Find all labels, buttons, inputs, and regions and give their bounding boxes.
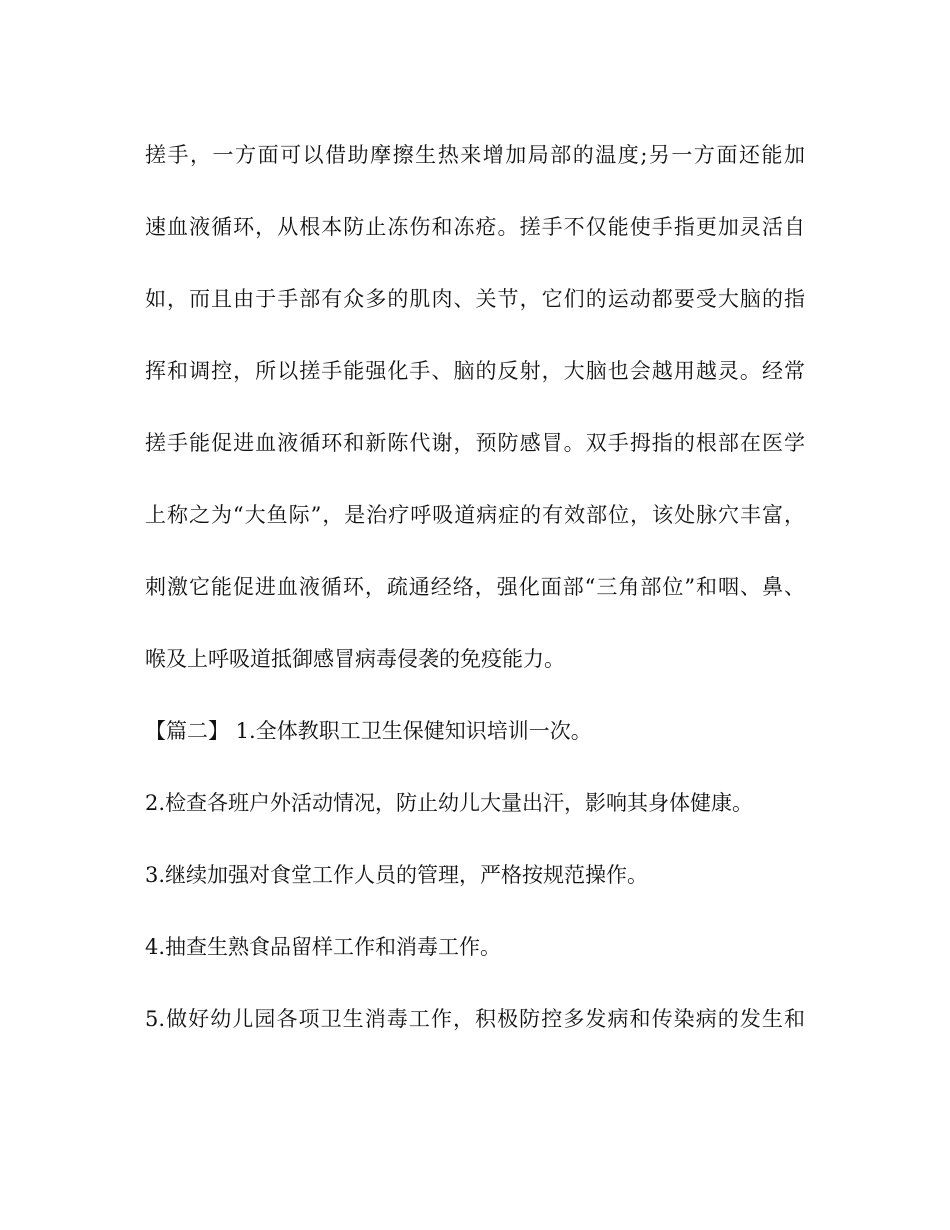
paragraph-line: 搓手能促进血液循环和新陈代谢，预防感冒。双手拇指的根部在医学 [145, 431, 805, 455]
list-item-4: 4.抽查生熟食品留样工作和消毒工作。 [145, 935, 502, 959]
section-heading-item-1: 【篇二】 1.全体教职工卫生保健知识培训一次。 [145, 719, 592, 743]
list-item-2: 2.检查各班户外活动情况，防止幼儿大量出汗，影响其身体健康。 [145, 791, 754, 815]
paragraph-line: 上称之为“大鱼际”，是治疗呼吸道病症的有效部位，该处脉穴丰富， [145, 503, 805, 527]
paragraph-line: 挥和调控，所以搓手能强化手、脑的反射，大脑也会越用越灵。经常 [145, 359, 805, 383]
list-item-5: 5.做好幼儿园各项卫生消毒工作，积极防控多发病和传染病的发生和 [145, 1007, 805, 1031]
paragraph-line: 喉及上呼吸道抵御感冒病毒侵袭的免疫能力。 [145, 647, 565, 671]
paragraph-line: 如，而且由于手部有众多的肌肉、关节，它们的运动都要受大脑的指 [145, 287, 805, 311]
paragraph-line: 搓手，一方面可以借助摩擦生热来增加局部的温度;另一方面还能加 [145, 143, 805, 167]
paragraph-line: 速血液循环，从根本防止冻伤和冻疮。搓手不仅能使手指更加灵活自 [145, 215, 805, 239]
list-item-3: 3.继续加强对食堂工作人员的管理，严格按规范操作。 [145, 863, 649, 887]
paragraph-line: 刺激它能促进血液循环，疏通经络，强化面部“三角部位”和咽、鼻、 [145, 575, 805, 599]
